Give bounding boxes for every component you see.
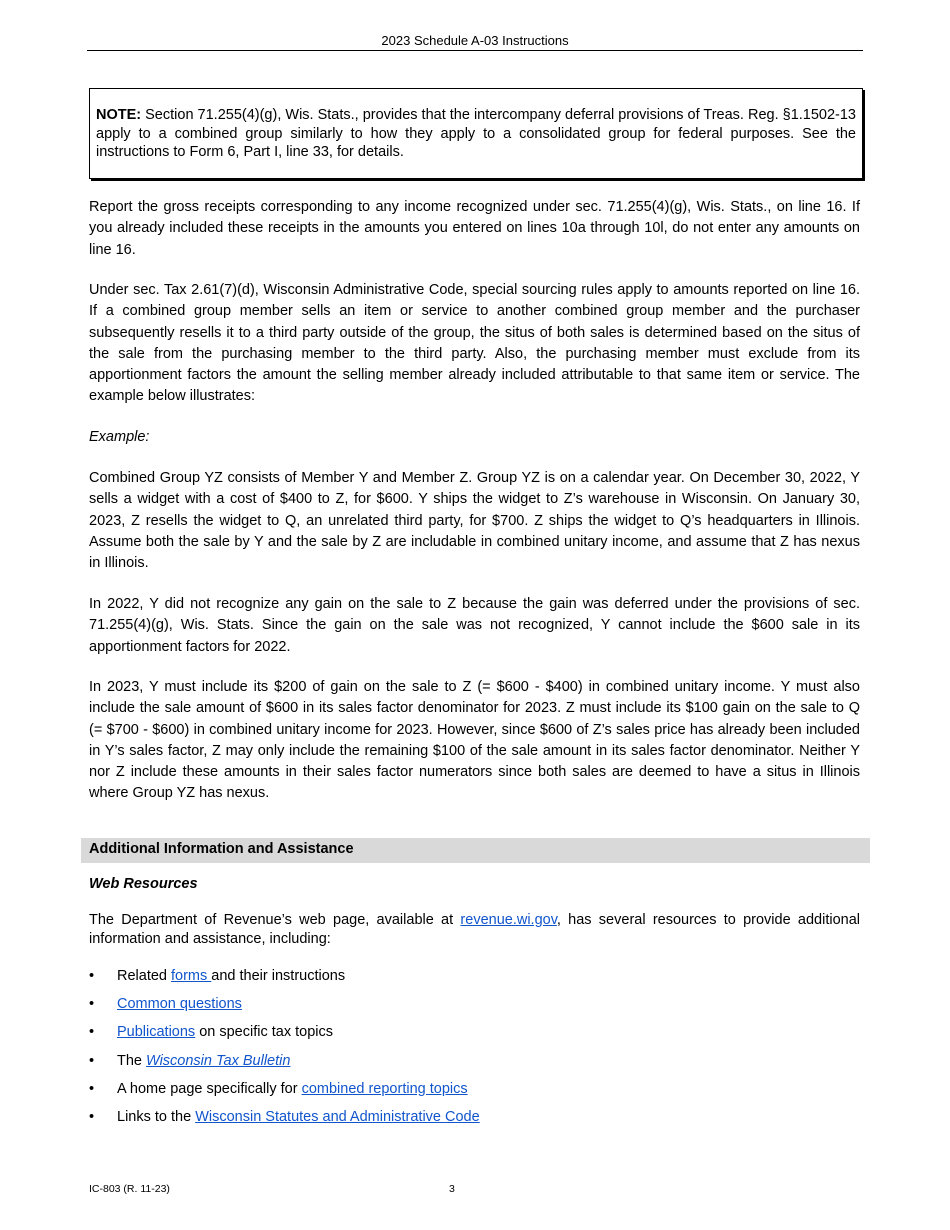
bullet-icon: • bbox=[89, 968, 95, 984]
list-item bbox=[89, 1050, 480, 1078]
tax-bulletin-link[interactable]: Wisconsin Tax Bulletin bbox=[146, 1052, 291, 1069]
bullet-icon: • bbox=[89, 1024, 95, 1041]
page-number: 3 bbox=[449, 1183, 455, 1195]
resources-list bbox=[89, 965, 480, 1134]
note-text: Section 71.255(4)(g), Wis. Stats., provides that the intercompany deferral provisions of Treas. Reg. §1.1502-13 apply to a combined group similarly to how they apply to a consolidated group for federal purposes. See the instructions to Form 6, Part I, line 33, for details. bbox=[96, 107, 856, 160]
intro-text-after: , has several resources to provide additional information and assistance, including: bbox=[89, 912, 861, 947]
bullet-text: Related bbox=[117, 968, 172, 984]
web-resources-heading: Web Resources bbox=[89, 876, 198, 892]
list-item bbox=[89, 1021, 480, 1049]
statutes-code-link[interactable]: Wisconsin Statutes and Administrative Code bbox=[195, 1108, 480, 1125]
bullet-icon: • bbox=[89, 996, 95, 1013]
paragraph-example-setup: Combined Group YZ consists of Member Y and Member Z. Group YZ is on a calendar year. On December 30, 2022, Y sells a widget with a cost of $400 to Z, for $600. Y ships the widget to Z’s warehouse in Wisconsin. On January 30, 2023, Z resells the widget to Q, an unrelated third party, for $700. Z ships the widget to Q’s headquarters in Illinois. Assume both the sale by Y and the sale by Z are includable in combined unitary income, and assume that Z has nexus in Illinois. bbox=[89, 470, 860, 572]
bullet-text: The bbox=[117, 1052, 147, 1069]
list-item bbox=[89, 1078, 480, 1106]
paragraph-gross-receipts: Report the gross receipts corresponding to any income recognized under sec. 71.255(4)(g), Wis. Stats., on line 16. If you already included these receipts in the amounts you entered on lines 10a through 10l, do not enter any amounts on line 16. bbox=[89, 199, 860, 258]
forms-link[interactable]: forms bbox=[171, 968, 212, 984]
bullet-text: and their instructions bbox=[211, 968, 346, 984]
paragraph-sourcing-rules: Under sec. Tax 2.61(7)(d), Wisconsin Administrative Code, special sourcing rules apply to amounts reported on line 16. If a combined group member sells an item or service to another combined group member and the purchaser subsequently resells it to a third party outside of the group, the situs of both sales is determined based on the situs of the sale from the purchasing member to the third party. Also, the purchasing member must exclude from its apportionment factors the amount the selling member already included attributable to that same item or service. The example below illustrates: bbox=[89, 282, 860, 405]
bullet-text: A home page specifically for bbox=[117, 1080, 302, 1097]
bullet-text: Links to the bbox=[117, 1108, 196, 1125]
bullet-icon: • bbox=[89, 1052, 95, 1069]
note-label: NOTE: bbox=[96, 107, 142, 123]
web-resources-intro bbox=[89, 911, 860, 948]
form-id: IC-803 (R. 11-23) bbox=[89, 1183, 170, 1195]
page-header: 2023 Schedule A-03 Instructions bbox=[87, 33, 863, 51]
paragraph-example-2023: In 2023, Y must include its $200 of gain on the sale to Z (= $600 - $400) in combined unitary income. Y must also include the sale amount of $600 in its sales factor denominator for 2023. Z must include its $100 gain on the sale to Q (= $700 - $600) in combined unitary income for 2023. However, since $600 of Z’s sales price has already been included in Y’s sales factor, Z may only include the remaining $100 of the sale amount in its sales factor denominator. Neither Y nor Z include these amounts in their sales factor numerators since both sales are deemed to have a situs in Illinois where Group YZ has nexus. bbox=[89, 679, 860, 802]
publications-link[interactable]: Publications bbox=[117, 1024, 196, 1041]
list-item bbox=[89, 993, 480, 1021]
bullet-icon: • bbox=[89, 1108, 95, 1125]
intro-text-before: The Department of Revenue’s web page, available at bbox=[89, 912, 461, 928]
bullet-icon: • bbox=[89, 1080, 95, 1097]
example-label: Example: bbox=[89, 429, 150, 445]
paragraph-example-2022: In 2022, Y did not recognize any gain on the sale to Z because the gain was deferred under the provisions of sec. 71.255(4)(g), Wis. Stats. Since the gain on the sale was not recognized, Y cannot include the $600 sale in its apportionment factors for 2022. bbox=[89, 596, 860, 655]
list-item bbox=[89, 965, 480, 993]
section-title: Additional Information and Assistance bbox=[89, 841, 354, 857]
section-heading-bar bbox=[81, 838, 870, 863]
note-box bbox=[89, 88, 863, 179]
common-questions-link[interactable]: Common questions bbox=[117, 996, 242, 1013]
bullet-text: on specific tax topics bbox=[195, 1024, 334, 1041]
combined-reporting-link[interactable]: combined reporting topics bbox=[301, 1080, 468, 1097]
revenue-website-link[interactable]: revenue.wi.gov bbox=[460, 912, 557, 928]
list-item bbox=[89, 1106, 480, 1134]
